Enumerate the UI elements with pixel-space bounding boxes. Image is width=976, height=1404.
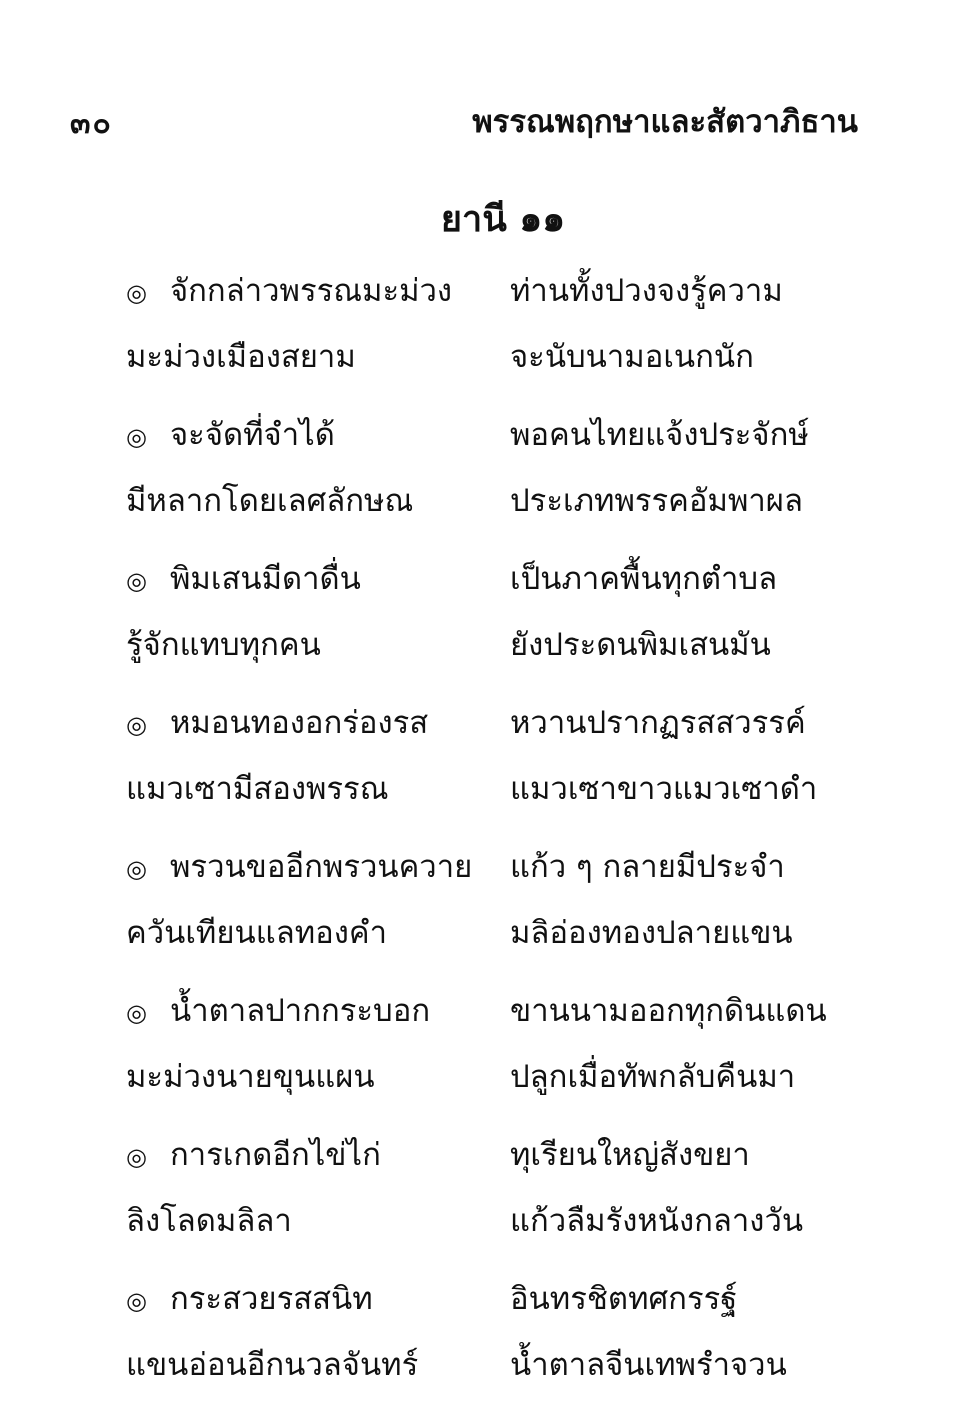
- poem-body: [0, 258, 976, 1398]
- verse-line: [0, 258, 976, 324]
- verse-line: [0, 978, 976, 1044]
- page-number: ๓๐: [70, 106, 113, 141]
- verse-left: จักกล่าวพรรณมะม่วง: [170, 273, 453, 309]
- verse-right: อินทรชิตทศกรรฐ์: [510, 1281, 738, 1317]
- stanza-bullet-icon: ◎: [126, 1287, 147, 1315]
- stanza-bullet-icon: ◎: [126, 855, 147, 883]
- verse-right: พอคนไทยแจ้งประจักษ์: [510, 417, 809, 453]
- verse-line: [0, 468, 976, 534]
- verse-left: พิมเสนมีดาดื่น: [170, 561, 361, 597]
- verse-right: แก้วลืมรังหนังกลางวัน: [510, 1203, 804, 1239]
- stanza-bullet-icon: ◎: [126, 1143, 147, 1171]
- verse-right: ยังประดนพิมเสนมัน: [510, 627, 771, 663]
- verse-right: ขานนามออกทุกดินแดน: [510, 993, 827, 1029]
- verse-line: [0, 1044, 976, 1110]
- running-title: พรรณพฤกษาและสัตวาภิธาน: [472, 104, 858, 140]
- stanza-bullet-icon: ◎: [126, 999, 147, 1027]
- verse-left: รู้จักแทบทุกคน: [126, 627, 321, 663]
- verse-line: [0, 834, 976, 900]
- verse-line: [0, 1188, 976, 1254]
- verse-right: ท่านทั้งปวงจงรู้ความ: [510, 273, 783, 309]
- verse-left: จะจัดที่จำได้: [170, 417, 335, 453]
- verse-line: [0, 756, 976, 822]
- verse-right: ประเภทพรรคอัมพาผล: [510, 483, 803, 519]
- verse-left: พรวนขออีกพรวนควาย: [170, 849, 473, 885]
- verse-right: เป็นภาคพื้นทุกตำบล: [510, 561, 778, 597]
- verse-line: [0, 546, 976, 612]
- verse-line: [0, 1122, 976, 1188]
- stanza-bullet-icon: ◎: [126, 423, 147, 451]
- verse-line: [0, 690, 976, 756]
- section-title: ยานี ๑๑: [440, 198, 566, 240]
- verse-right: หวานปรากฏรสสวรรค์: [510, 705, 806, 741]
- verse-left: หมอนทองอกร่องรส: [170, 705, 429, 741]
- verse-left: การเกดอีกไข่ไก่: [170, 1137, 381, 1173]
- verse-left: มะม่วงเมืองสยาม: [126, 339, 356, 375]
- verse-left: ควันเทียนแลทองคำ: [126, 915, 388, 951]
- stanza-bullet-icon: ◎: [126, 711, 147, 739]
- verse-line: [0, 1332, 976, 1398]
- verse-left: มะม่วงนายขุนแผน: [126, 1059, 375, 1095]
- verse-line: [0, 402, 976, 468]
- verse-right: ทุเรียนใหญ่สังขยา: [510, 1137, 750, 1173]
- verse-right: จะนับนามอเนกนัก: [510, 339, 754, 375]
- verse-left: มีหลากโดยเลศลักษณ: [126, 483, 414, 519]
- verse-left: แขนอ่อนอีกนวลจันทร์: [126, 1347, 419, 1383]
- verse-line: [0, 324, 976, 390]
- verse-left: ลิงโลดมลิลา: [126, 1203, 292, 1239]
- verse-right: น้ำตาลจีนเทพรำจวน: [510, 1347, 787, 1383]
- verse-left: แมวเซามีสองพรรณ: [126, 771, 389, 807]
- verse-right: ปลูกเมื่อทัพกลับคืนมา: [510, 1059, 796, 1095]
- stanza-bullet-icon: ◎: [126, 567, 147, 595]
- verse-right: แมวเซาขาวแมวเซาดำ: [510, 771, 818, 807]
- verse-right: มลิอ่องทองปลายแขน: [510, 915, 793, 951]
- verse-left: น้ำตาลปากกระบอก: [170, 993, 431, 1029]
- verse-line: [0, 1266, 976, 1332]
- verse-line: [0, 900, 976, 966]
- page-header: [70, 100, 858, 148]
- stanza-bullet-icon: ◎: [126, 279, 147, 307]
- verse-right: แก้ว ๆ กลายมีประจำ: [510, 849, 785, 885]
- verse-line: [0, 612, 976, 678]
- verse-left: กระสวยรสสนิท: [170, 1281, 373, 1317]
